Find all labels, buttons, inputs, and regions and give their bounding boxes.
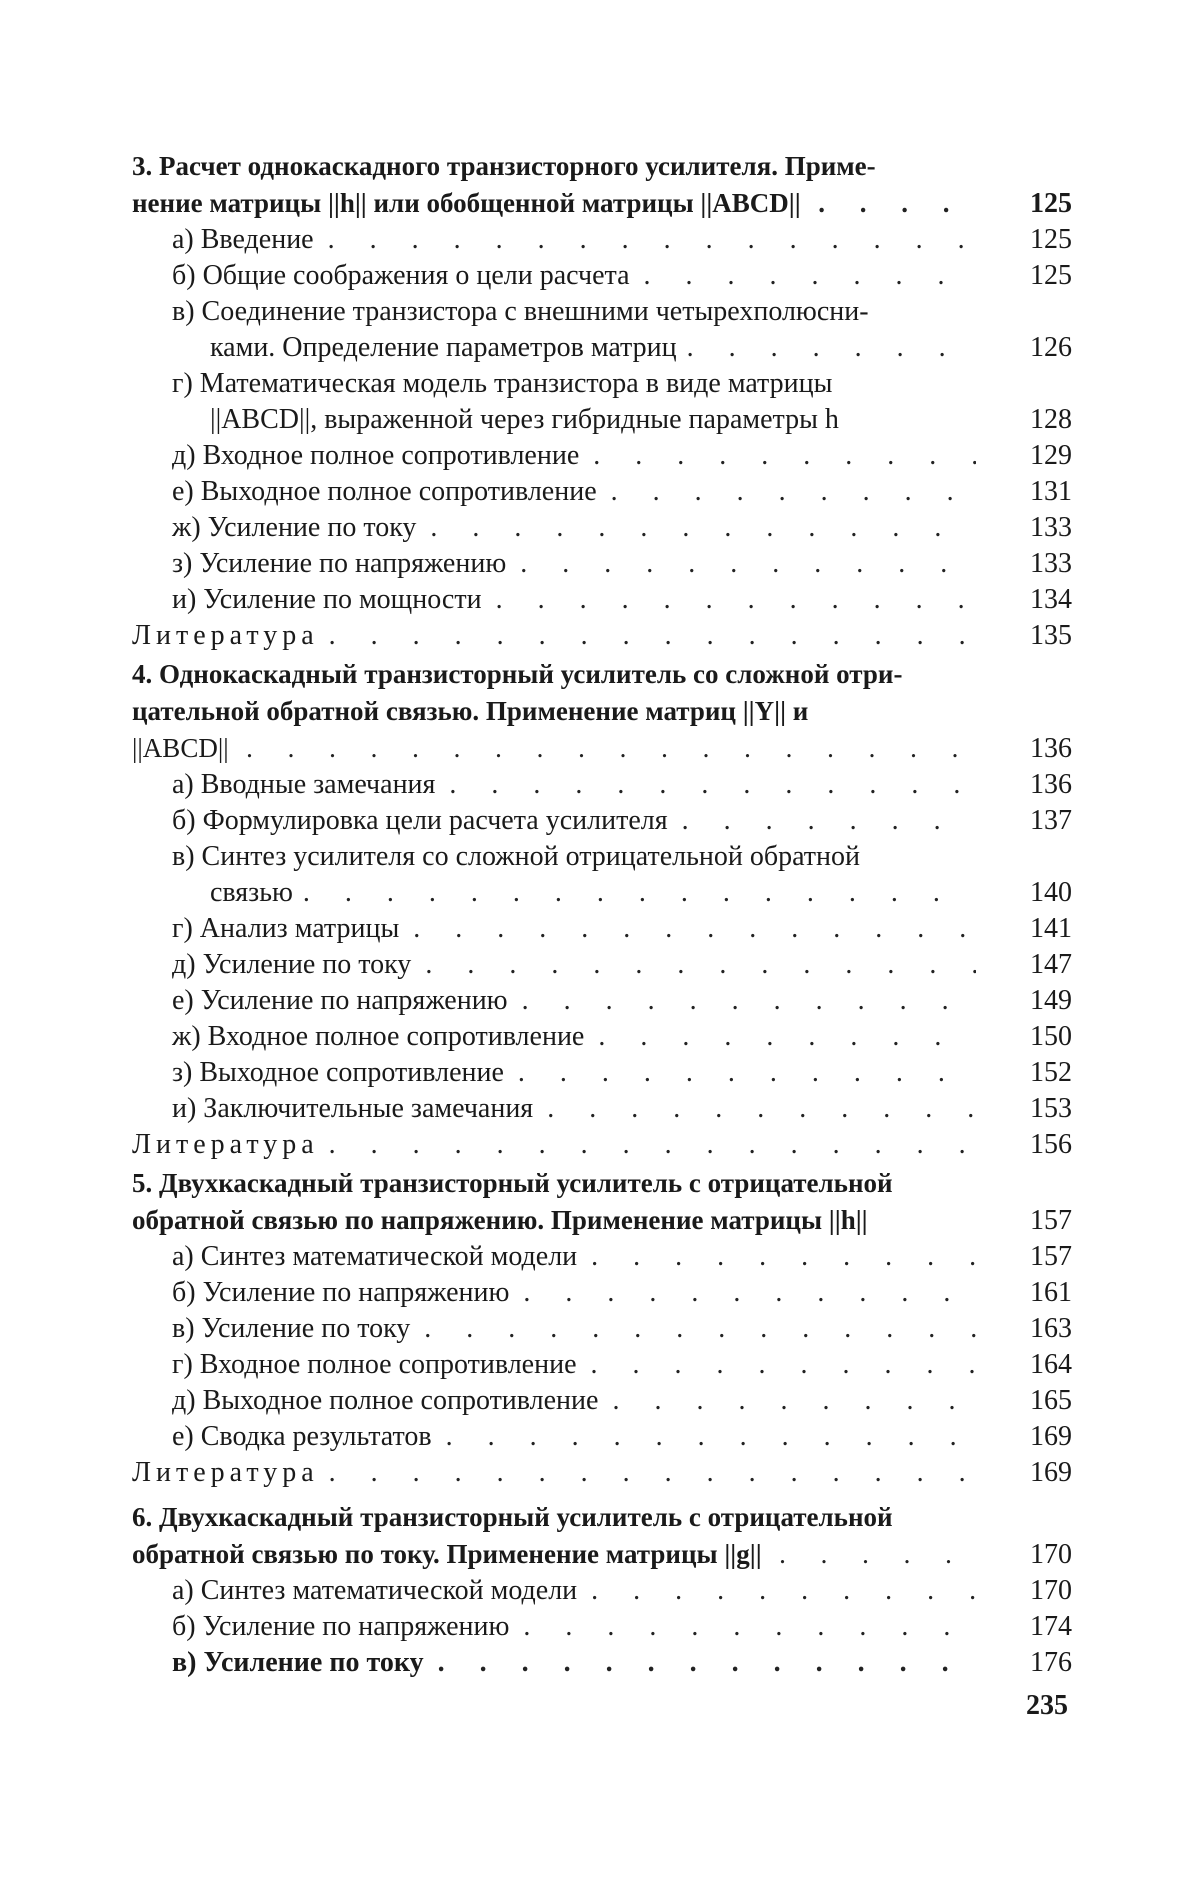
toc-entry: а) Синтез математической модели . . . 170 bbox=[172, 1573, 1072, 1609]
toc-entry: а) Синтез математической модели . . . 157 bbox=[172, 1239, 1072, 1275]
chapter-3-heading bbox=[132, 148, 1072, 222]
chapter-3-line1: 3. Расчет однокаскадного транзисторного усилителя. Приме- bbox=[166, 148, 976, 185]
chapter-5-line2: обратной связью по напряжению. Применение матрицы ||h|| bbox=[166, 1202, 976, 1239]
toc-entry: а) Вводные замечания . . . 136 bbox=[172, 767, 1072, 803]
page-number: 235 bbox=[1026, 1690, 1068, 1722]
toc-entry: е) Сводка результатов . . . 169 bbox=[172, 1419, 1072, 1455]
toc-entry: б) Усиление по напряжению . . . 161 bbox=[172, 1275, 1072, 1311]
chapter-4-line2: цательной обратной связью. Применение матриц ||Y|| и bbox=[166, 693, 976, 730]
toc-entry: и) Заключительные замечания . . . 153 bbox=[172, 1091, 1072, 1127]
literature-entry: Литература . . . 135 bbox=[132, 618, 1072, 654]
chapter-6-heading bbox=[132, 1499, 1072, 1573]
toc-entry: и) Усиление по мощности . . . 134 bbox=[172, 582, 1072, 618]
literature-entry: Литература . . . 169 bbox=[132, 1455, 1072, 1491]
toc-entry: е) Выходное полное сопротивление . . . 131 bbox=[172, 474, 1072, 510]
chapter-6-page: 170 bbox=[1002, 1537, 1072, 1573]
toc-entry: в) Усиление по току . . . 176 bbox=[172, 1645, 1072, 1681]
chapter-4-heading bbox=[132, 656, 1072, 767]
chapter-4-line1: 4. Однокаскадный транзисторный усилитель со сложной отри- bbox=[166, 656, 976, 693]
table-of-contents bbox=[132, 148, 1072, 1681]
toc-entry: г) Входное полное сопротивление . . . 164 bbox=[172, 1347, 1072, 1383]
toc-entry: б) Усиление по напряжению . . . 174 bbox=[172, 1609, 1072, 1645]
toc-entry: в) Усиление по току . . . 163 bbox=[172, 1311, 1072, 1347]
dot-leader bbox=[811, 185, 976, 222]
chapter-6-line2: обратной связью по току. Применение матрицы ||g|| bbox=[166, 1536, 762, 1573]
toc-entry: а) Введение . . . 125 bbox=[172, 222, 1072, 258]
chapter-4-page: 136 bbox=[1002, 731, 1072, 767]
chapter-6-line1: 6. Двухкаскадный транзисторный усилитель с отрицательной bbox=[166, 1499, 976, 1536]
chapter-3-line2: нение матрицы ||h|| или обобщенной матрицы ||ABCD|| bbox=[166, 185, 801, 222]
toc-entry: в) Соединение транзистора с внешними четырехполюсни- ками. Определение параметров матриц . . . 126 bbox=[172, 294, 1072, 366]
toc-entry: г) Математическая модель транзистора в виде матрицы ||ABCD||, выраженной через гибридные параметры h 128 bbox=[172, 366, 1072, 438]
chapter-5-heading bbox=[132, 1165, 1072, 1239]
chapter-3-page: 125 bbox=[1002, 186, 1072, 222]
toc-entry: ж) Усиление по току . . . 133 bbox=[172, 510, 1072, 546]
toc-entry: ж) Входное полное сопротивление . . . 150 bbox=[172, 1019, 1072, 1055]
toc-entry: д) Выходное полное сопротивление . . . 165 bbox=[172, 1383, 1072, 1419]
book-page bbox=[0, 0, 1200, 1880]
toc-entry: д) Входное полное сопротивление . . . 129 bbox=[172, 438, 1072, 474]
toc-entry: в) Синтез усилителя со сложной отрицательной обратной связью . . . 140 bbox=[172, 839, 1072, 911]
toc-entry: г) Анализ матрицы . . . 141 bbox=[172, 911, 1072, 947]
toc-entry: з) Выходное сопротивление . . . 152 bbox=[172, 1055, 1072, 1091]
chapter-5-line1: 5. Двухкаскадный транзисторный усилитель с отрицательной bbox=[166, 1165, 976, 1202]
chapter-5-page: 157 bbox=[1002, 1203, 1072, 1239]
toc-entry: д) Усиление по току . . . 147 bbox=[172, 947, 1072, 983]
chapter-4-line3: ||ABCD|| bbox=[166, 730, 229, 767]
toc-entry: б) Формулировка цели расчета усилителя . . . 137 bbox=[172, 803, 1072, 839]
toc-entry: е) Усиление по напряжению . . . 149 bbox=[172, 983, 1072, 1019]
toc-entry: з) Усиление по напряжению . . . 133 bbox=[172, 546, 1072, 582]
toc-entry: б) Общие соображения о цели расчета . . . 125 bbox=[172, 258, 1072, 294]
literature-entry: Литература . . . 156 bbox=[132, 1127, 1072, 1163]
